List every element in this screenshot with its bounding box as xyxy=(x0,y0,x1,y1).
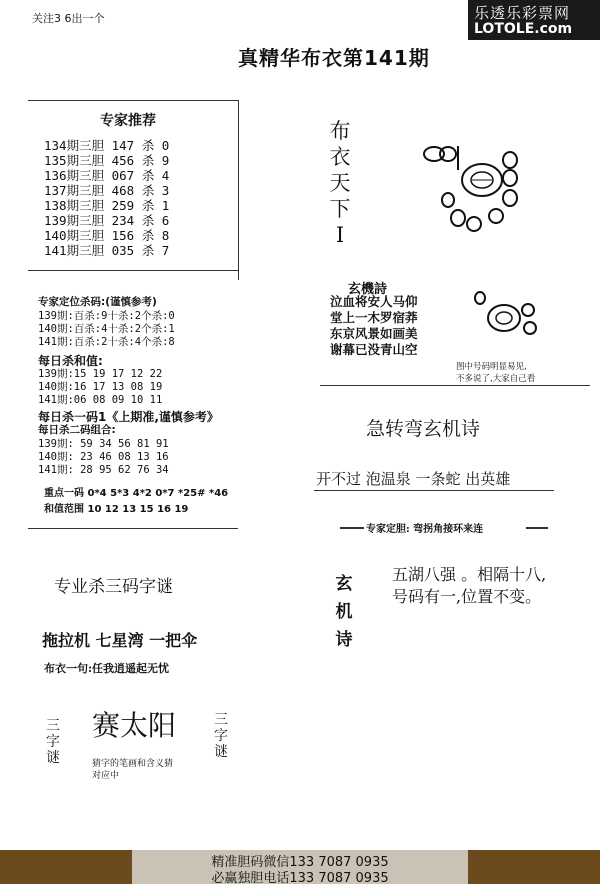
word-riddle-hint1: 猜字的笔画和含义猜 xyxy=(92,759,174,769)
two-combo-row: 139期: 59 34 56 81 91 xyxy=(38,438,169,450)
note-dash-left xyxy=(340,527,364,529)
riddle-poem-underline xyxy=(314,490,554,491)
word-riddle-hint2: 对应中 xyxy=(92,771,120,781)
figure-icon-middle xyxy=(470,288,542,348)
footer-line-2: 必赢独胆电话133 7087 0935 xyxy=(211,871,389,884)
expert-row: 136期三胆 067 杀 4 xyxy=(44,168,170,183)
expert-row: 139期三胆 234 杀 6 xyxy=(44,213,170,228)
two-combo-row: 141期: 28 95 62 76 34 xyxy=(38,464,169,476)
position-kill-list xyxy=(38,310,175,349)
footer-contact-box xyxy=(132,850,468,884)
word-riddle-main: 赛太阳 xyxy=(92,709,177,742)
expert-list xyxy=(44,138,169,258)
poem-line: 泣血将安人马仰 xyxy=(330,294,418,309)
sum-range: 和值范围 10 12 13 15 16 19 xyxy=(44,504,189,515)
expert-row: 141期三胆 035 杀 7 xyxy=(44,243,170,258)
poem-line: 谢幕已没青山空 xyxy=(330,342,418,357)
expert-row: 135期三胆 456 杀 9 xyxy=(44,153,170,168)
expert-note: 专家定胆: 弯拐角接环来连 xyxy=(366,524,484,535)
riddle-poem-title: 急转弯玄机诗 xyxy=(366,418,481,440)
footer-line-1: 精准胆码微信133 7087 0935 xyxy=(211,855,389,870)
header-note: 关注3 6出一个 xyxy=(32,12,105,25)
daily-one-code: 每日杀一码1《上期准,谨慎参考》 xyxy=(38,410,219,424)
xuanji-vertical: 玄机诗 xyxy=(335,574,353,650)
expert-row: 134期三胆 147 杀 0 xyxy=(44,138,170,153)
sum-kill-list xyxy=(38,368,162,407)
riddle-poem-line: 开不过 泡温泉 一条蛇 出英雄 xyxy=(316,470,511,488)
poem-line: 东京风景如画美 xyxy=(330,326,418,341)
riddle3-title: 专业杀三码字谜 xyxy=(54,577,173,597)
xuanji-line: 号码有一,位置不变。 xyxy=(392,587,542,606)
figure-caption-2: 不多说了,大家自己看 xyxy=(456,374,536,384)
sum-kill-title: 每日杀和值: xyxy=(38,354,103,368)
watermark-en: LOTOLE.com xyxy=(474,21,573,37)
figure-icon-top xyxy=(418,140,528,240)
two-combo-row: 140期: 23 46 08 13 16 xyxy=(38,451,169,463)
two-combo-title: 每日杀二码组合: xyxy=(38,424,116,436)
two-combo-list xyxy=(38,438,169,477)
footer-bar xyxy=(0,850,600,884)
xuanji-line: 五湖八强 。相隔十八, xyxy=(392,565,547,584)
divider-mid xyxy=(28,270,238,271)
poem-line: 堂上一木罗宿莽 xyxy=(330,310,418,325)
position-kill-row: 139期:百杀:9十杀:2个杀:0 xyxy=(38,310,175,322)
sum-kill-row: 140期:16 17 13 08 19 xyxy=(38,381,163,393)
sum-kill-row: 141期:06 08 09 10 11 xyxy=(38,394,163,406)
divider-top xyxy=(28,100,238,101)
expert-row: 137期三胆 468 杀 3 xyxy=(44,183,170,198)
expert-row: 140期三胆 156 杀 8 xyxy=(44,228,170,243)
note-dash-right xyxy=(526,527,548,529)
riddle3-saying: 布衣一句:任我逍遥起无忧 xyxy=(44,662,170,675)
sum-kill-row: 139期:15 19 17 12 22 xyxy=(38,368,163,380)
position-kill-title: 专家定位杀码:(谨慎参考) xyxy=(38,296,157,308)
divider-left-bottom xyxy=(28,528,238,529)
word-riddle-side-left: 三字谜 xyxy=(46,718,60,766)
figure-caption-1: 图中号码明显易见, xyxy=(456,362,527,372)
riddle3-answer: 拖拉机 七星湾 一把伞 xyxy=(42,631,198,650)
position-kill-row: 141期:百杀:2十杀:4个杀:8 xyxy=(38,336,175,348)
divider-vertical xyxy=(238,100,239,280)
watermark-logo xyxy=(468,0,600,40)
expert-title: 专家推荐 xyxy=(100,113,156,129)
xuanji-lines xyxy=(392,564,546,608)
divider-right xyxy=(320,385,590,386)
word-riddle-side-right: 三字谜 xyxy=(214,712,228,760)
page-title: 真精华布衣第141期 xyxy=(238,46,430,70)
watermark-cn: 乐透乐彩票网 xyxy=(474,4,571,22)
expert-row: 138期三胆 259 杀 1 xyxy=(44,198,170,213)
poem-lines xyxy=(330,294,418,358)
vertical-title: 布衣天下I xyxy=(329,119,351,247)
position-kill-row: 140期:百杀:4十杀:2个杀:1 xyxy=(38,323,175,335)
poem-title: 玄機詩 xyxy=(348,282,388,297)
key-one-code: 重点一码 0*4 5*3 4*2 0*7 *25# *46 xyxy=(44,488,229,499)
